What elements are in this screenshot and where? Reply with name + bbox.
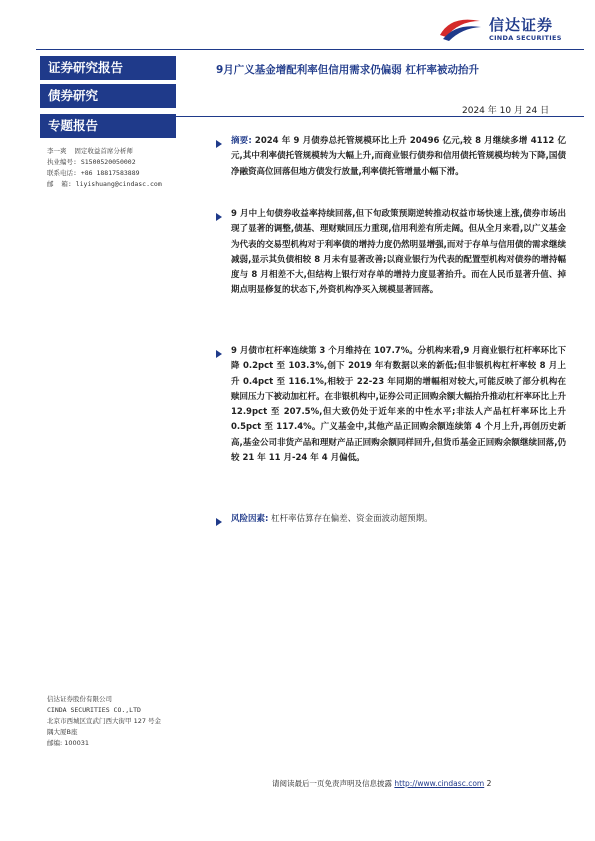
bullet-arrow-icon <box>216 213 222 221</box>
sidebar-block-special-report: 专题报告 <box>40 114 176 138</box>
logo-mark-icon <box>437 13 483 43</box>
analyst-name: 李一爽 固定收益首席分析师 <box>47 147 133 155</box>
footer-disclaimer: 请阅读最后一页免责声明及信息披露 <box>272 779 392 788</box>
logo-text-cn: 信达证券 <box>489 16 554 34</box>
company-address: 北京市西城区宣武门西大街甲 127 号金 <box>47 717 162 725</box>
sidebar-block-bond-research: 债券研究 <box>40 84 176 108</box>
summary-text: 2024 年 9 月债券总托管规模环比上升 20496 亿元,较 8 月继续多增 4112 亿元,其中利率债托管规模转为大幅上升,而商业银行债券和信用债托管规模均转为下降,国债净融资高位回落但地方债发行放量,利率债托管增量小幅下滑。 <box>231 136 566 177</box>
summary-label: 摘要: <box>231 136 252 146</box>
header-divider <box>36 49 584 50</box>
bullet-arrow-icon <box>216 350 222 358</box>
body-paragraph-2: 9 月债市杠杆率连续第 3 个月维持在 107.7%。分机构来看,9 月商业银行杠杆率环比下降 0.2pct 至 103.3%,创下 2019 年有数据以来的新低;但非银机构杠杆率较 8 月上升 0.4pct 至 116.1%,相较于 22-23 年同期的增幅相对较大,可能反映了部分机构在赎回压力下被动加杠杆。在非银机构中,证券公司正回购余额大幅抬升推动杠杆率环比上升 12.9pct 至 207.5%,但大致仍处于近年来的中性水平;非法人产品杠杆率环比上升 0.5pct 至 117.4%。广义基金中,其他产品正回购余额连续第 4 个月上升,再创历史新高,基金公司非货产品和理财产品正回购余额同样回升,但货币基金正回购余额继续回落,仍较 21 年 11 月-24 年 4 月偏低。 <box>231 346 566 464</box>
logo-text-en: CINDA SECURITIES <box>489 34 562 42</box>
risk-paragraph <box>231 512 566 527</box>
page-footer <box>272 778 491 789</box>
analyst-email[interactable]: 邮 箱: liyishuang@cindasc.com <box>47 180 162 188</box>
title-divider <box>176 116 584 117</box>
risk-text: 杠杆率估算存在偏差、资金面波动超预期。 <box>271 514 433 524</box>
footer-website-link[interactable]: http://www.cindasc.com <box>394 779 485 788</box>
report-date: 2024 年 10 月 24 日 <box>462 106 550 116</box>
analyst-license: 执业编号: S1500520050002 <box>47 158 136 166</box>
company-name-en: CINDA SECURITIES CO.,LTD <box>47 706 141 714</box>
analyst-phone: 联系电话: +86 18817583889 <box>47 169 140 177</box>
body-paragraph-1: 9 月中上旬债券收益率持续回落,但下旬政策预期逆转推动权益市场快速上涨,债券市场出现了显著的调整,债基、理财赎回压力重现,信用利差有所走阔。但从全月来看,以广义基金为代表的交易型机构对于利率债的增持力度仍然明显增强,而对于存单与信用债的需求继续减弱,显示其负债相较 8 月未有显著改善;以商业银行为代表的配置型机构对债券的增持幅度与 8 月相差不大,但结构上银行对存单的增持力度显著抬升。而在人民币显著升值、掉期点明显修复的状态下,外资机构净买入规模显著回落。 <box>231 209 566 296</box>
bullet-arrow-icon <box>216 140 222 148</box>
report-title: 9月广义基金增配利率但信用需求仍偏弱 杠杆率被动抬升 <box>216 64 479 76</box>
risk-label: 风险因素: <box>231 514 269 524</box>
company-logo <box>437 13 582 45</box>
company-postcode: 邮编: 100031 <box>47 739 90 747</box>
sidebar-block-research-report: 证券研究报告 <box>40 56 176 80</box>
page-number: 2 <box>486 779 492 788</box>
company-name-cn: 信达证券股份有限公司 <box>47 695 112 703</box>
summary-paragraph <box>231 134 566 180</box>
bullet-arrow-icon <box>216 518 222 526</box>
company-address-building: 隅大厦B座 <box>47 728 78 736</box>
